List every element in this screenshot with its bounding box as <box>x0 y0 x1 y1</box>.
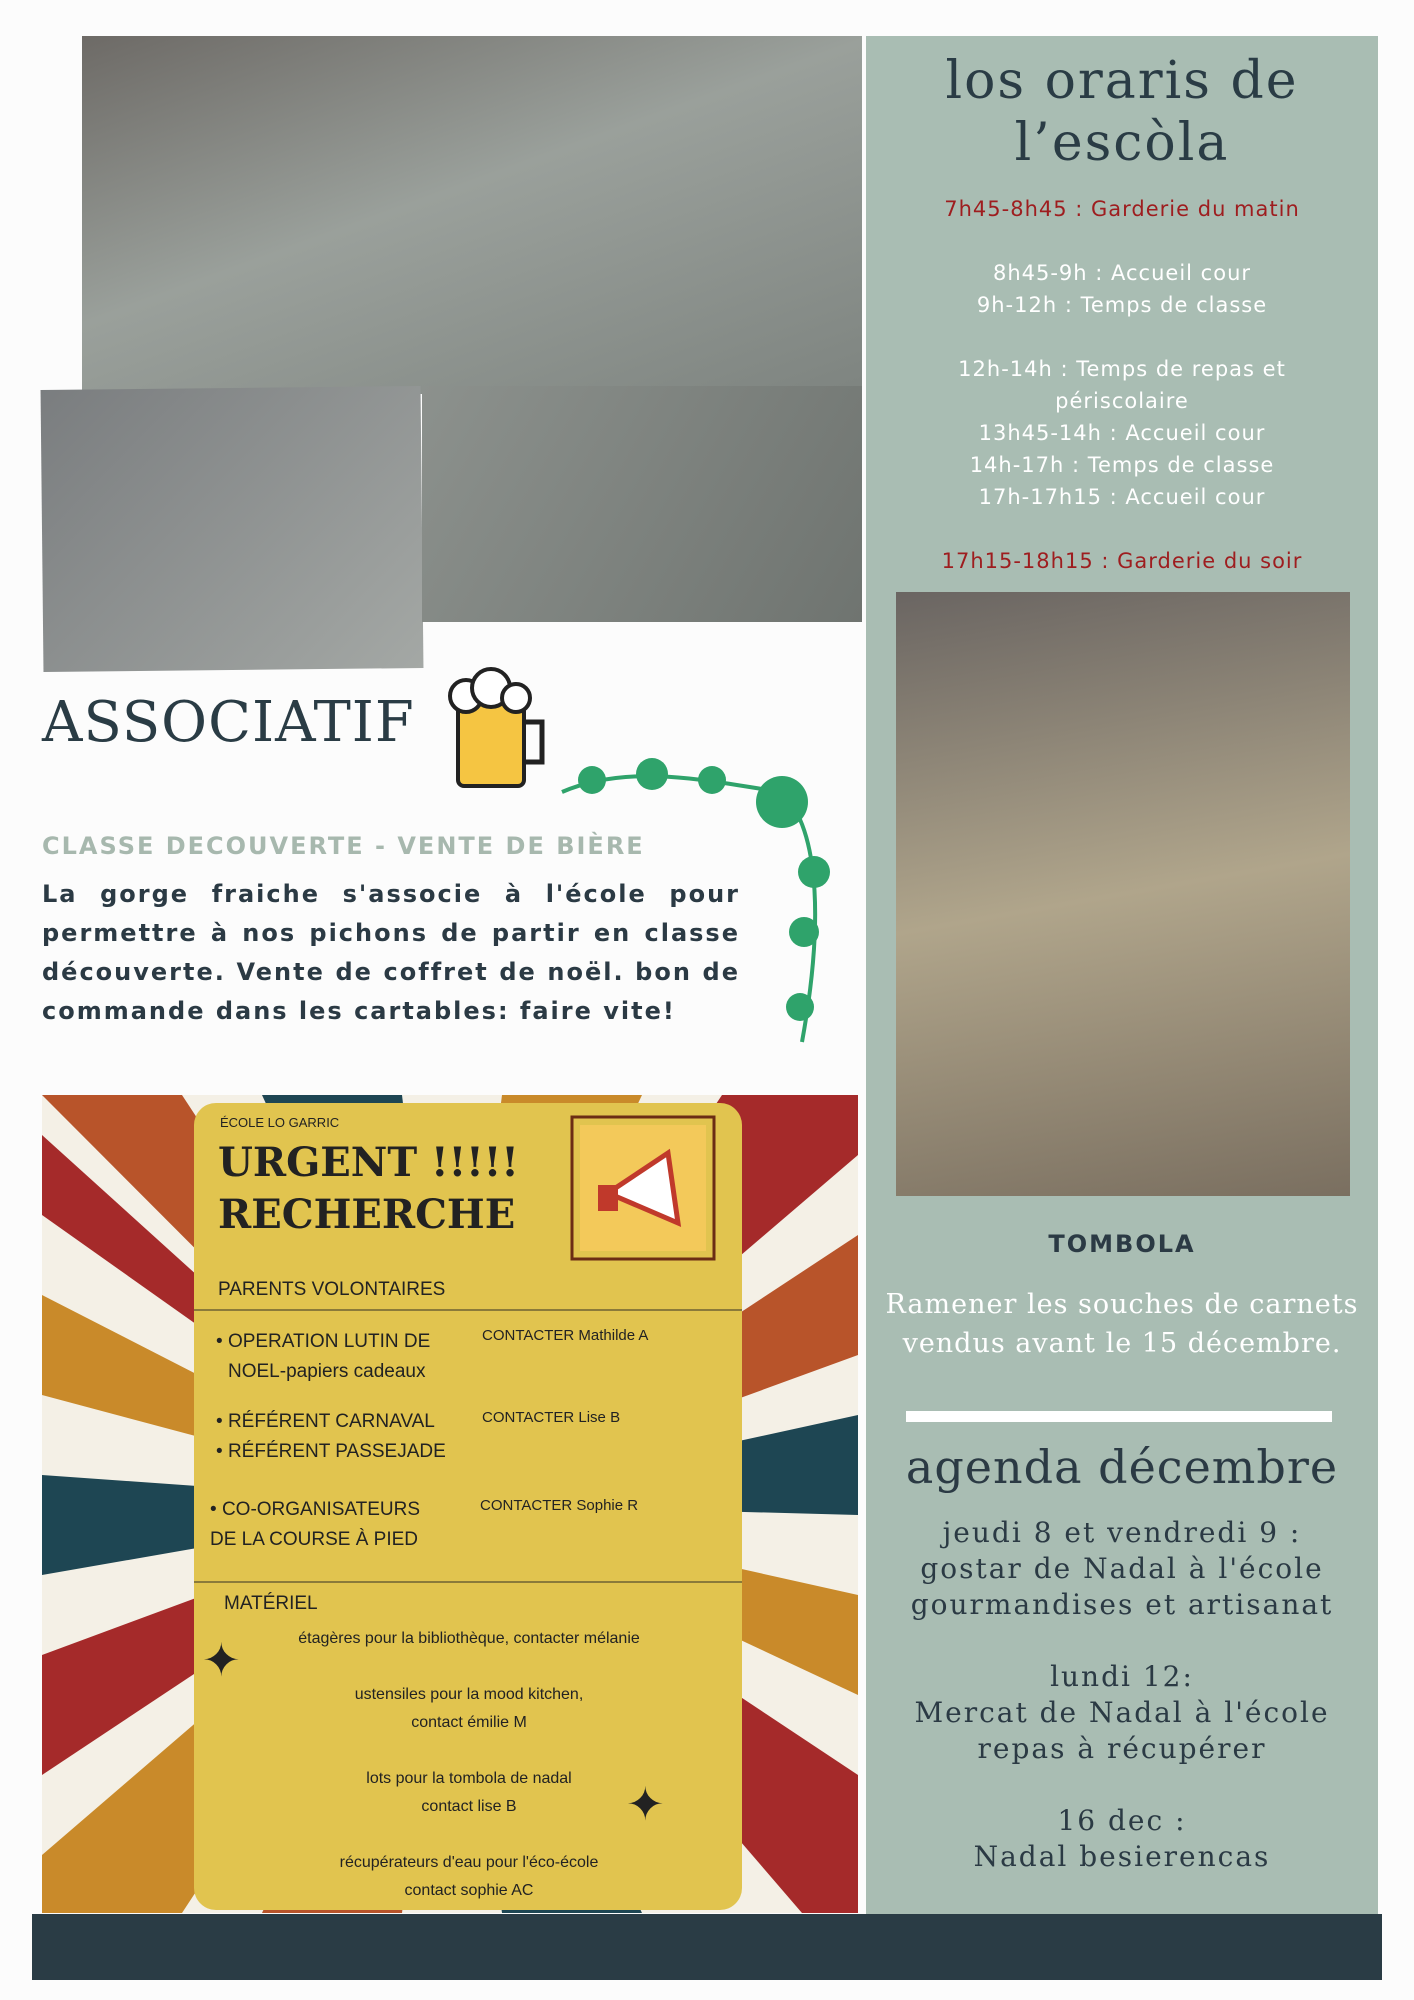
volunteer-contact: CONTACTER Mathilde A <box>482 1327 649 1344</box>
megaphone-icon <box>568 1113 718 1263</box>
schedule-line <box>866 321 1378 353</box>
photo-children-painting-bins <box>82 36 862 394</box>
tombola-text: Ramener les souches de carnets vendus avant le 15 décembre. <box>885 1289 1359 1359</box>
agenda-line <box>880 1623 1364 1659</box>
agenda-line: lundi 12: <box>1050 1660 1194 1693</box>
schedule-line: 12h-14h : Temps de repas et <box>958 357 1286 381</box>
materiel-heading: MATÉRIEL <box>224 1593 318 1614</box>
tombola-title: TOMBOLA <box>1048 1230 1196 1258</box>
urgent-heading: URGENT !!!!! <box>218 1139 519 1186</box>
volunteer-contact: CONTACTER Sophie R <box>480 1497 639 1514</box>
schedule-line: 14h-17h : Temps de classe <box>969 453 1275 477</box>
footer-bar <box>32 1914 1382 1980</box>
agenda-line: gourmandises et artisanat <box>910 1588 1334 1621</box>
sparkle-icon: ✦ <box>626 1778 665 1830</box>
associatif-subtitle: CLASSE DECOUVERTE - VENTE DE BIÈRE <box>42 832 645 860</box>
divider <box>194 1309 742 1311</box>
beer-mug-icon <box>436 660 556 800</box>
agenda-line: jeudi 8 et vendredi 9 : <box>942 1516 1302 1549</box>
schedule-line: 8h45-9h : Accueil cour <box>992 261 1252 285</box>
materiel-list: étagères pour la bibliothèque, contacter mélanie ustensiles pour la mood kitchen, contact émilie M lots pour la tombola de nadal contact lise B récupérateurs d'eau pour l'éco-école contact sophie AC <box>298 1630 640 1899</box>
divider <box>194 1581 742 1583</box>
agenda-line: gostar de Nadal à l'école <box>920 1552 1324 1585</box>
photo-woodwork <box>896 592 1350 1196</box>
photo-painted-bins <box>41 386 424 672</box>
associatif-title: ASSOCIATIF <box>42 690 415 755</box>
schedule-line: 9h-12h : Temps de classe <box>976 293 1268 317</box>
photo-painted-lid <box>422 386 862 622</box>
schedule-line: 17h15-18h15 : Garderie du soir <box>941 549 1303 573</box>
sparkle-icon: ✦ <box>202 1634 241 1686</box>
schedule-line <box>866 513 1378 545</box>
volunteer-item: • RÉFÉRENT CARNAVAL • RÉFÉRENT PASSEJADE <box>216 1411 446 1462</box>
schedule-line: 7h45-8h45 : Garderie du matin <box>944 197 1300 221</box>
associatif-body: La gorge fraiche s'associe à l'école pour permettre à nos pichons de partir en classe découverte. Vente de coffret de noël. bon de commande dans les cartables: faire vite! <box>42 880 740 1025</box>
schedule-line <box>866 225 1378 257</box>
schedule-title: los oraris de l’escòla <box>945 51 1299 173</box>
schedule-line: 17h-17h15 : Accueil cour <box>978 485 1266 509</box>
recherche-heading: RECHERCHE <box>218 1191 516 1238</box>
volunteer-item: • CO-ORGANISATEURS DE LA COURSE À PIED <box>210 1499 421 1550</box>
agenda-list <box>880 1515 1364 1875</box>
poster-card <box>194 1103 742 1910</box>
agenda-line: Nadal besierencas <box>973 1840 1271 1873</box>
volunteer-poster <box>42 1095 858 1913</box>
agenda-line: 16 dec : <box>1057 1804 1187 1837</box>
parents-heading: PARENTS VOLONTAIRES <box>218 1279 446 1300</box>
divider <box>906 1411 1332 1422</box>
volunteer-contact: CONTACTER Lise B <box>482 1409 621 1426</box>
agenda-line: Mercat de Nadal à l'école <box>914 1696 1330 1729</box>
schedule-line: périscolaire <box>1055 389 1189 413</box>
schedule-list <box>866 193 1378 577</box>
agenda-line: repas à récupérer <box>977 1732 1267 1765</box>
school-name: ÉCOLE LO GARRIC <box>220 1115 340 1130</box>
agenda-line <box>880 1767 1364 1803</box>
schedule-line: 13h45-14h : Accueil cour <box>978 421 1266 445</box>
agenda-title: agenda décembre <box>905 1440 1339 1494</box>
volunteer-item: • OPERATION LUTIN DE NOEL-papiers cadeaux <box>216 1331 431 1382</box>
